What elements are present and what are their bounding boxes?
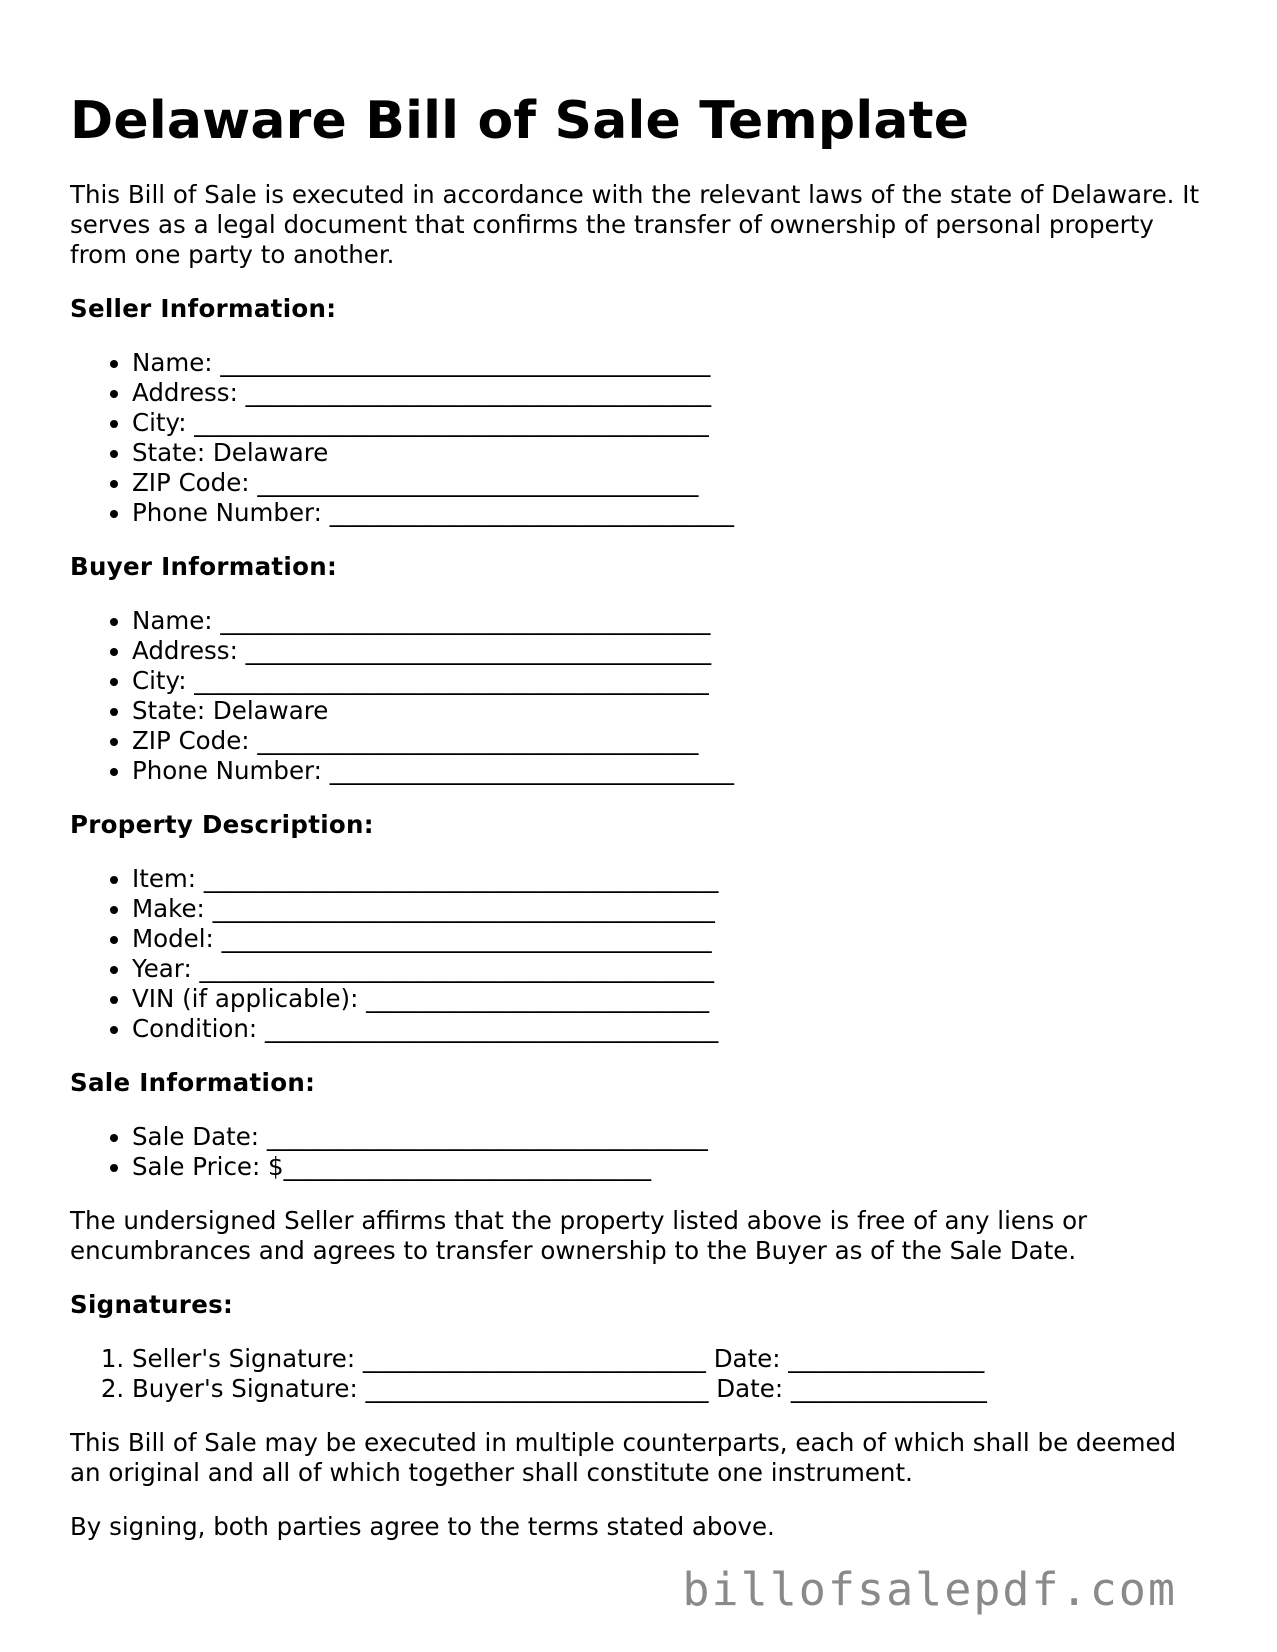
closing-paragraph: By signing, both parties agree to the terms stated above. (70, 1512, 775, 1541)
sale-date-field: • Sale Date: ____________________________________ (132, 1122, 1210, 1152)
buyer-zip-field: • ZIP Code: ____________________________________ (132, 726, 1210, 756)
seller-signature-line: 1. Seller's Signature: ____________________________ Date: ________________ (132, 1344, 1210, 1374)
seller-state-field: • State: Delaware (132, 438, 1210, 468)
affirmation-paragraph: The undersigned Seller affirms that the property listed above is free of any liens or encumbrances and agrees to transfer ownership to the Buyer as of the Sale Date. (70, 1206, 1088, 1265)
document-title: Delaware Bill of Sale Template (70, 91, 970, 151)
buyer-heading: Buyer Information: (70, 552, 338, 581)
seller-city-field: • City: __________________________________________ (132, 408, 1210, 438)
property-heading: Property Description: (70, 810, 374, 839)
seller-heading: Seller Information: (70, 294, 337, 323)
property-fields-list (70, 864, 1210, 1044)
signatures-heading: Signatures: (70, 1290, 234, 1319)
buyer-state-field: • State: Delaware (132, 696, 1210, 726)
buyer-signature-line: 2. Buyer's Signature: ____________________________ Date: ________________ (132, 1374, 1210, 1404)
buyer-phone-field: • Phone Number: _________________________________ (132, 756, 1210, 786)
sale-heading: Sale Information: (70, 1068, 316, 1097)
buyer-address-field: • Address: ______________________________________ (132, 636, 1210, 666)
property-condition-field: • Condition: _____________________________________ (132, 1014, 1210, 1044)
intro-paragraph: This Bill of Sale is executed in accordance with the relevant laws of the state of Delaware. It serves as a legal document that confirms the transfer of ownership of personal property from one party to another. (70, 180, 1200, 269)
document-page (70, 88, 1210, 1566)
seller-address-field: • Address: ______________________________________ (132, 378, 1210, 408)
property-model-field: • Model: ________________________________________ (132, 924, 1210, 954)
signatures-list (70, 1344, 1210, 1404)
watermark: billofsalepdf.com (682, 1563, 1177, 1616)
buyer-name-field: • Name: ________________________________________ (132, 606, 1210, 636)
property-year-field: • Year: __________________________________________ (132, 954, 1210, 984)
sale-price-field: • Sale Price: $______________________________ (132, 1152, 1210, 1182)
seller-phone-field: • Phone Number: _________________________________ (132, 498, 1210, 528)
counterparts-paragraph: This Bill of Sale may be executed in multiple counterparts, each of which shall be deemed an original and all of which together shall constitute one instrument. (70, 1428, 1177, 1487)
seller-fields-list (70, 348, 1210, 528)
buyer-city-field: • City: __________________________________________ (132, 666, 1210, 696)
seller-name-field: • Name: ________________________________________ (132, 348, 1210, 378)
property-vin-field: • VIN (if applicable): ____________________________ (132, 984, 1210, 1014)
property-item-field: • Item: __________________________________________ (132, 864, 1210, 894)
seller-zip-field: • ZIP Code: ____________________________________ (132, 468, 1210, 498)
property-make-field: • Make: _________________________________________ (132, 894, 1210, 924)
sale-fields-list (70, 1122, 1210, 1182)
buyer-fields-list (70, 606, 1210, 786)
